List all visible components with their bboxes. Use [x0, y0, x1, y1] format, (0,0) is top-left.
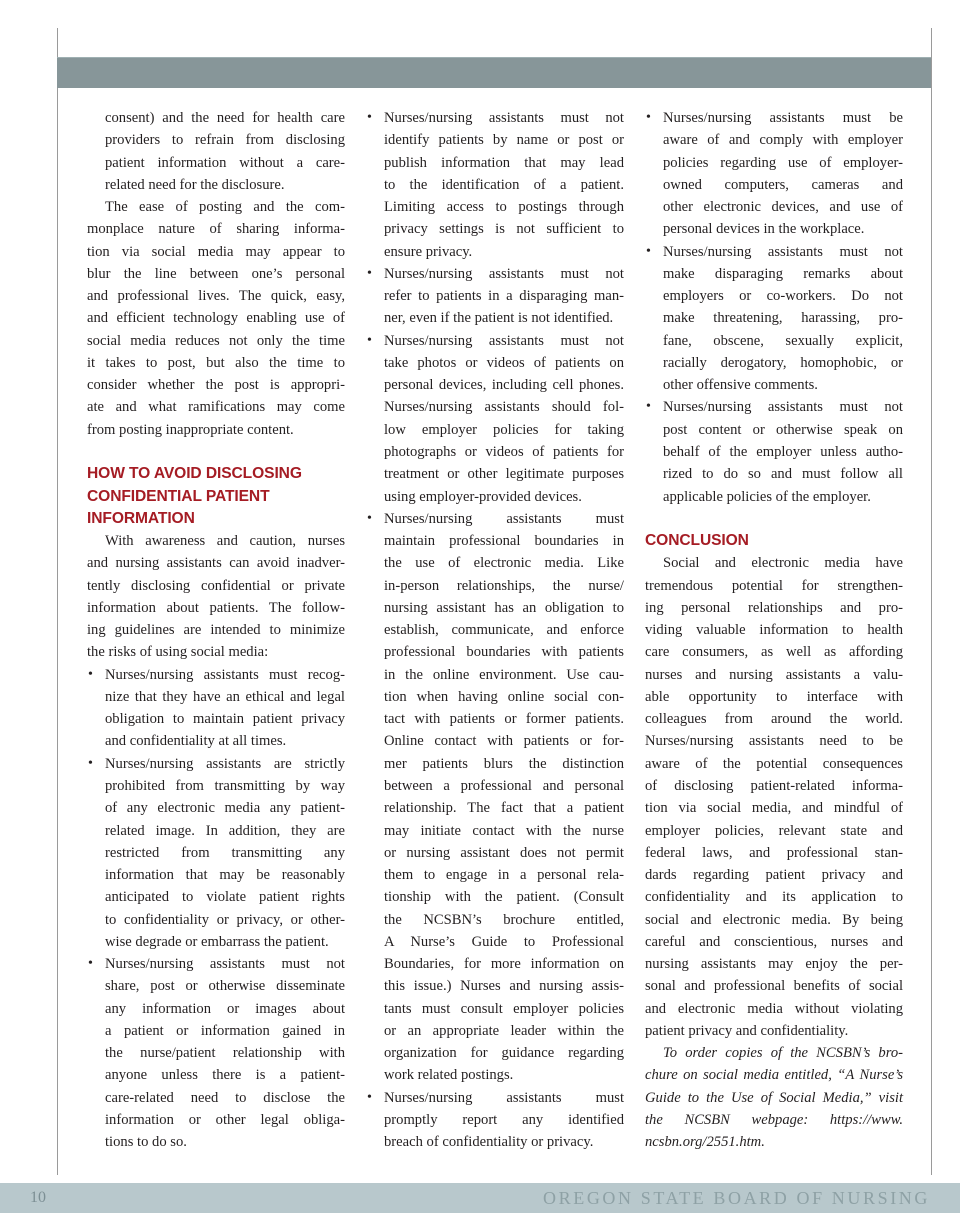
text-line: fane, obscene, sexually explicit,: [663, 332, 903, 349]
text-line: information that may be reasonably: [105, 867, 345, 884]
text-line: make disparaging remarks about: [663, 265, 903, 282]
bullet-item: [366, 508, 624, 1087]
text-line: in-person relationships, the nurse/: [384, 577, 624, 594]
text-line: personal devices in the workplace.: [663, 221, 865, 238]
text-line: post content or otherwise speak on: [663, 421, 903, 438]
text-line: maintain professional boundaries in: [384, 533, 624, 550]
text-line: INFORMATION: [87, 509, 195, 527]
text-line: nursing assistant has an obligation to: [384, 599, 624, 616]
text-line: tently disclosing confidential or private: [87, 577, 345, 594]
bullet-icon: •: [646, 399, 651, 415]
bullet-icon: •: [88, 666, 93, 682]
text-line: colleagues from around the world.: [645, 711, 903, 728]
text-line: viding valuable information to health: [645, 622, 903, 639]
text-line: information or other legal obliga-: [105, 1111, 345, 1128]
bullet-icon: •: [367, 510, 372, 526]
text-line: and electronic media without violating: [645, 1000, 903, 1017]
bullet-item: [366, 330, 624, 508]
text-line: the nurse/patient relationship with: [105, 1045, 345, 1062]
text-line: nursing assistants may enjoy the per-: [645, 956, 903, 973]
text-line: able opportunity to interface with: [645, 688, 903, 705]
text-line: employers or co-workers. Do not: [663, 288, 903, 305]
text-column-1: [87, 107, 345, 1153]
text-line: federal laws, and professional stan-: [645, 844, 903, 861]
text-line: dards regarding patient privacy and: [645, 867, 903, 884]
text-line: owned computers, cameras and: [663, 176, 903, 193]
header-band: [57, 57, 931, 88]
bullet-item: [366, 1087, 624, 1154]
text-line: from posting inappropriate content.: [87, 421, 294, 438]
text-line: them to engage in a personal rela-: [384, 867, 624, 884]
text-line: CONCLUSION: [645, 532, 749, 550]
text-line: consent) and the need for health care: [105, 110, 345, 126]
bullet-icon: •: [646, 243, 651, 259]
text-line: rized to do so and must follow all: [663, 466, 903, 483]
text-line: Nurses/nursing assistants must recog-: [105, 666, 345, 683]
text-line: care-related need to disclose the: [105, 1089, 345, 1106]
bullet-icon: •: [367, 1089, 372, 1105]
text-line: tact with patients or former patients.: [384, 711, 624, 728]
text-line: promptly report any identified: [384, 1111, 624, 1128]
text-line: nize that they have an ethical and legal: [105, 688, 345, 705]
bullet-icon: •: [646, 110, 651, 125]
bullet-icon: •: [88, 755, 93, 771]
text-line: social media reduces not only the time: [87, 332, 345, 349]
spacer: [645, 508, 903, 530]
text-line: Nurses/nursing assistants must not: [663, 399, 903, 416]
text-line: Nurses/nursing assistants must not: [663, 243, 903, 260]
text-line: chure on social media entitled, “A Nurse’s: [645, 1067, 903, 1084]
text-line: A Nurse’s Guide to Professional: [384, 933, 624, 950]
text-line: of disclosing patient-related informa-: [645, 777, 903, 794]
bullet-item: [87, 664, 345, 753]
text-line: between a professional and personal: [384, 777, 624, 794]
publication-title: OREGON STATE BOARD OF NURSING: [543, 1188, 930, 1208]
text-line: may initiate contact with the nurse: [384, 822, 624, 839]
text-line: care consumers, as well as affording: [645, 644, 903, 661]
text-line: the NCSBN webpage: https://www.: [645, 1111, 903, 1128]
text-line: publish information that may lead: [384, 154, 624, 171]
text-line: ensure privacy.: [384, 243, 473, 260]
bullet-icon: •: [88, 956, 93, 972]
text-line: organization for guidance regarding: [384, 1045, 624, 1062]
bullet-item: [87, 753, 345, 953]
text-line: establish, communicate, and enforce: [384, 622, 624, 639]
text-line: social and electronic media. By being: [645, 911, 903, 928]
bullet-item: [87, 953, 345, 1153]
text-line: racially derogatory, homophobic, or: [663, 354, 903, 371]
text-line: related image. In addition, they are: [105, 822, 345, 839]
text-line: patient privacy and confidentiality.: [645, 1022, 849, 1039]
text-line: patient information without a care-: [105, 154, 345, 171]
text-line: With awareness and caution, nurses: [105, 533, 345, 550]
text-line: ncsbn.org/2551.htm.: [645, 1134, 765, 1151]
left-margin-rule: [57, 28, 58, 1175]
text-line: breach of confidentiality or privacy.: [384, 1134, 594, 1151]
text-line: To order copies of the NCSBN’s bro-: [663, 1045, 903, 1062]
text-line: Social and electronic media have: [663, 555, 903, 572]
text-line: CONFIDENTIAL PATIENT: [87, 487, 270, 505]
text-line: monplace nature of sharing informa-: [87, 221, 345, 238]
bullet-item: [645, 241, 903, 397]
text-line: this issue.) Nurses and nursing assis-: [384, 978, 624, 995]
text-line: aware of the potential consequences: [645, 755, 903, 772]
text-line: or nursing assistant does not permit: [384, 844, 624, 861]
text-line: aware of and comply with employer: [663, 132, 903, 149]
text-line: prohibited from transmitting by way: [105, 777, 345, 794]
page-number: 10: [30, 1189, 46, 1206]
text-line: photographs or videos of patients for: [384, 443, 624, 460]
italic-note: [645, 1042, 903, 1153]
bullet-item: [366, 107, 624, 263]
text-line: Nurses/nursing assistants must not: [105, 956, 345, 973]
text-line: personal devices, including cell phones.: [384, 377, 624, 394]
text-line: obligation to maintain patient privacy: [105, 711, 345, 728]
text-line: nurses and nursing assistants a valu-: [645, 666, 903, 683]
text-line: blur the line between one’s personal: [87, 265, 345, 282]
right-margin-rule: [931, 28, 932, 1175]
text-line: Limiting access to postings through: [384, 199, 624, 216]
text-line: Nurses/nursing assistants must: [384, 510, 624, 527]
text-line: to confidentiality or privacy, or other-: [105, 911, 345, 928]
text-line: careful and conscientious, nurses and: [645, 933, 903, 950]
text-line: make threatening, harassing, pro-: [663, 310, 903, 327]
text-line: the use of electronic media. Like: [384, 555, 624, 572]
text-line: The ease of posting and the com-: [105, 199, 345, 216]
paragraph: [645, 552, 903, 1042]
text-line: professional boundaries with patients: [384, 644, 624, 661]
text-line: tionship with the patient. (Consult: [384, 889, 624, 906]
text-line: Guide to the Use of Social Media,” visit: [645, 1089, 903, 1106]
bullet-icon: •: [367, 110, 372, 125]
text-line: and nursing assistants can avoid inadver-: [87, 555, 345, 572]
text-line: Nurses/nursing assistants are strictly: [105, 755, 345, 772]
text-line: tion via social media, and mindful of: [645, 800, 903, 817]
text-line: share, post or otherwise disseminate: [105, 978, 345, 995]
text-line: sonal and professional benefits of social: [645, 978, 903, 995]
bullet-item: [645, 396, 903, 507]
text-line: related need for the disclosure.: [105, 176, 285, 193]
section-heading: [645, 530, 903, 552]
text-line: a patient or information gained in: [105, 1022, 345, 1039]
text-line: using employer-provided devices.: [384, 488, 582, 505]
section-heading: [87, 463, 345, 530]
text-line: anyone unless there is a patient-: [105, 1067, 345, 1084]
text-line: Nurses/nursing assistants must not: [384, 265, 624, 282]
text-line: ate and what ramifications may come: [87, 399, 345, 416]
text-line: other electronic devices, and use of: [663, 199, 903, 216]
text-line: the NCSBN’s brochure entitled,: [384, 911, 624, 928]
text-line: HOW TO AVOID DISCLOSING: [87, 465, 302, 483]
text-line: tion when having online social con-: [384, 688, 624, 705]
text-line: ing guidelines are intended to minimize: [87, 622, 345, 639]
text-line: and efficient technology enabling use of: [87, 310, 345, 327]
text-line: refer to patients in a disparaging man-: [384, 288, 624, 305]
bullet-item: [645, 107, 903, 241]
text-line: tion via social media may appear to: [87, 243, 345, 260]
page-footer: [0, 1183, 960, 1213]
text-line: work related postings.: [384, 1067, 514, 1084]
text-line: restricted from transmitting any: [105, 844, 345, 861]
text-line: it takes to post, but also the time to: [87, 354, 345, 371]
text-line: tremendous potential for strengthen-: [645, 577, 903, 594]
text-line: Nurses/nursing assistants need to be: [645, 733, 903, 750]
bullet-icon: •: [367, 332, 372, 348]
text-line: Nurses/nursing assistants must be: [663, 110, 903, 126]
text-line: ner, even if the patient is not identified.: [384, 310, 614, 327]
text-line: consider whether the post is appropri-: [87, 377, 345, 394]
text-line: Nurses/nursing assistants must: [384, 1089, 624, 1106]
text-line: relationship. The fact that a patient: [384, 800, 624, 817]
bullet-icon: •: [367, 265, 372, 281]
text-line: Nurses/nursing assistants must not: [384, 110, 624, 126]
text-line: low employer policies for taking: [384, 421, 624, 438]
text-line: to the identification of a patient.: [384, 176, 624, 193]
text-line: policies regarding use of employer-: [663, 154, 903, 171]
spacer: [87, 441, 345, 463]
text-line: confidentiality and its application to: [645, 889, 903, 906]
text-line: mer patients blurs the distinction: [384, 755, 624, 772]
paragraph: [87, 530, 345, 664]
text-line: of any electronic media any patient-: [105, 800, 345, 817]
text-column-2: [366, 107, 624, 1153]
text-line: anticipated to violate patient rights: [105, 889, 345, 906]
text-line: identify patients by name or post or: [384, 132, 624, 149]
bullet-item: [366, 263, 624, 330]
text-column-3: [645, 107, 903, 1153]
text-line: in the online environment. Use cau-: [384, 666, 624, 683]
text-line: take photos or videos of patients on: [384, 354, 624, 371]
text-line: behalf of the employer unless autho-: [663, 443, 903, 460]
text-line: the risks of using social media:: [87, 644, 269, 661]
text-line: or an appropriate leader within the: [384, 1022, 624, 1039]
text-line: privacy settings is not sufficient to: [384, 221, 624, 238]
paragraph: [87, 196, 345, 441]
bullet-continuation: [87, 107, 345, 196]
text-line: information about patients. The follow-: [87, 599, 345, 616]
text-line: Nurses/nursing assistants must not: [384, 332, 624, 349]
text-line: providers to refrain from disclosing: [105, 132, 345, 149]
text-line: and professional lives. The quick, easy,: [87, 288, 345, 305]
text-line: tants must consult employer policies: [384, 1000, 624, 1017]
text-line: ing personal relationships and pro-: [645, 599, 903, 616]
text-line: wise degrade or embarrass the patient.: [105, 933, 329, 950]
text-line: Online contact with patients or for-: [384, 733, 624, 750]
text-line: other offensive comments.: [663, 377, 818, 394]
text-line: employer policies, relevant state and: [645, 822, 903, 839]
text-line: Nurses/nursing assistants should fol-: [384, 399, 624, 416]
text-line: Boundaries, for more information on: [384, 956, 624, 973]
text-line: treatment or other legitimate purposes: [384, 466, 624, 483]
text-line: applicable policies of the employer.: [663, 488, 871, 505]
text-line: and confidentiality at all times.: [105, 733, 287, 750]
text-line: tions to do so.: [105, 1134, 187, 1151]
text-line: any information or images about: [105, 1000, 345, 1017]
